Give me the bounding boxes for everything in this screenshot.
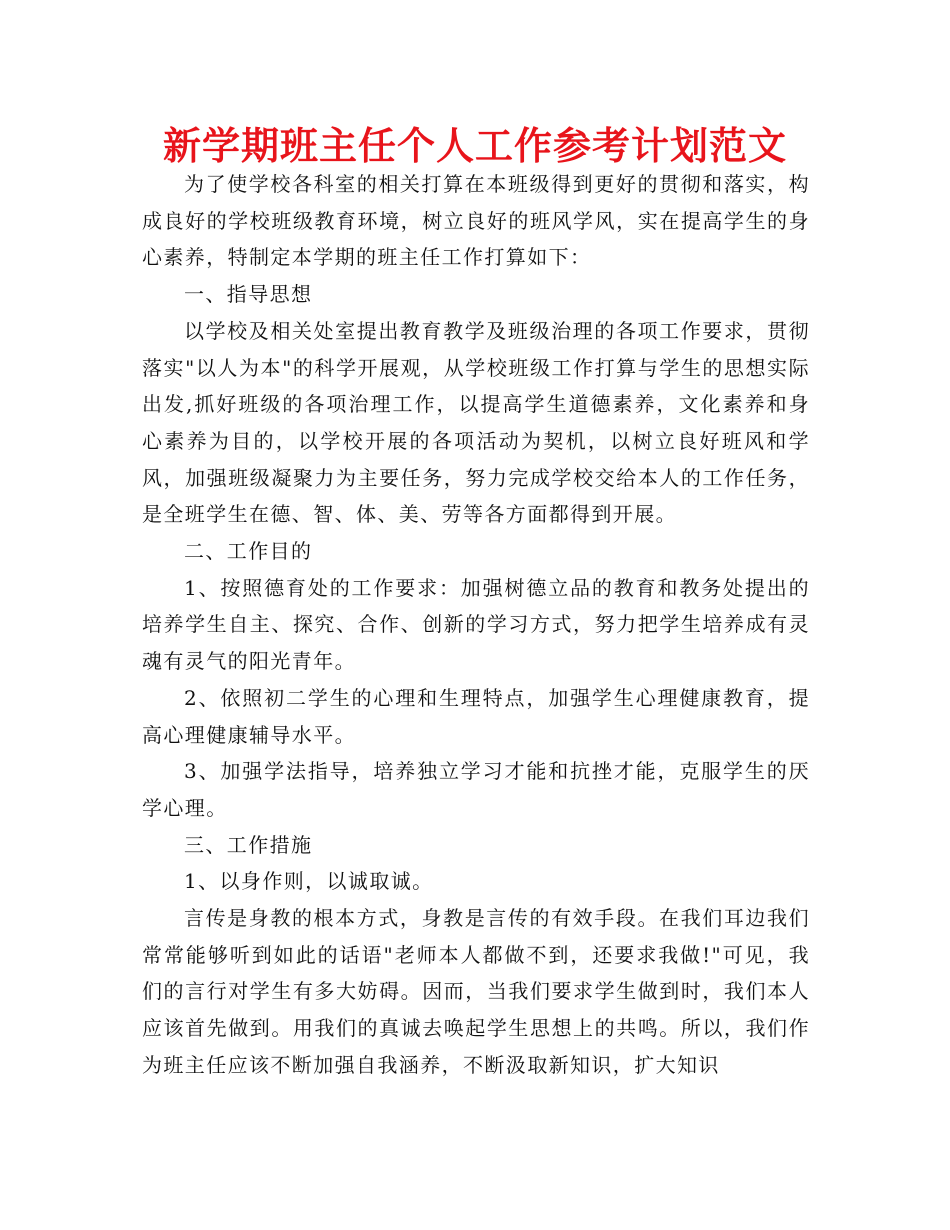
measure-paragraph: 言传是身教的根本方式，身教是言传的有效手段。在我们耳边我们常常能够听到如此的话语"老师本人都做不到，还要求我做!"可见，我们的言行对学生有多大妨碍。因而，当我们要求学生做到时，我们本人应该首先做到。用我们的真诚去唤起学生思想上的共鸣。所以，我们作为班主任应该不断加强自我涵养，不断汲取新知识，扩大知识 <box>142 906 810 1077</box>
goal-item-1: 1、按照德育处的工作要求：加强树德立品的教育和教务处提出的培养学生自主、探究、合作、创新的学习方式，努力把学生培养成有灵魂有灵气的阳光青年。 <box>142 575 810 674</box>
guiding-thought-paragraph: 以学校及相关处室提出教育教学及班级治理的各项工作要求，贯彻落实"以人为本"的科学开展观，从学校班级工作打算与学生的思想实际出发,抓好班级的各项治理工作，以提高学生道德素养，文化素养和身心素养为目的，以学校开展的各项活动为契机，以树立良好班风和学风，加强班级凝聚力为主要任务，努力完成学校交给本人的工作任务，是全班学生在德、智、体、美、劳等各方面都得到开展。 <box>142 318 810 527</box>
section-heading-guiding-thought: 一、指导思想 <box>184 282 313 307</box>
intro-paragraph: 为了使学校各科室的相关打算在本班级得到更好的贯彻和落实，构成良好的学校班级教育环境，树立良好的班风学风，实在提高学生的身心素养，特制定本学期的班主任工作打算如下： <box>142 172 810 270</box>
section-heading-work-measures: 三、工作措施 <box>184 832 313 857</box>
measure-item-1: 1、以身作则，以诚取诚。 <box>184 869 434 894</box>
document-body <box>142 166 810 1084</box>
goal-item-3: 3、加强学法指导，培养独立学习才能和抗挫才能，克服学生的厌学心理。 <box>142 759 810 820</box>
section-heading-work-goals: 二、工作目的 <box>184 539 313 564</box>
goal-item-2: 2、依照初二学生的心理和生理特点，加强学生心理健康教育，提高心理健康辅导水平。 <box>142 685 810 747</box>
document-title: 新学期班主任个人工作参考计划范文 <box>162 124 787 168</box>
